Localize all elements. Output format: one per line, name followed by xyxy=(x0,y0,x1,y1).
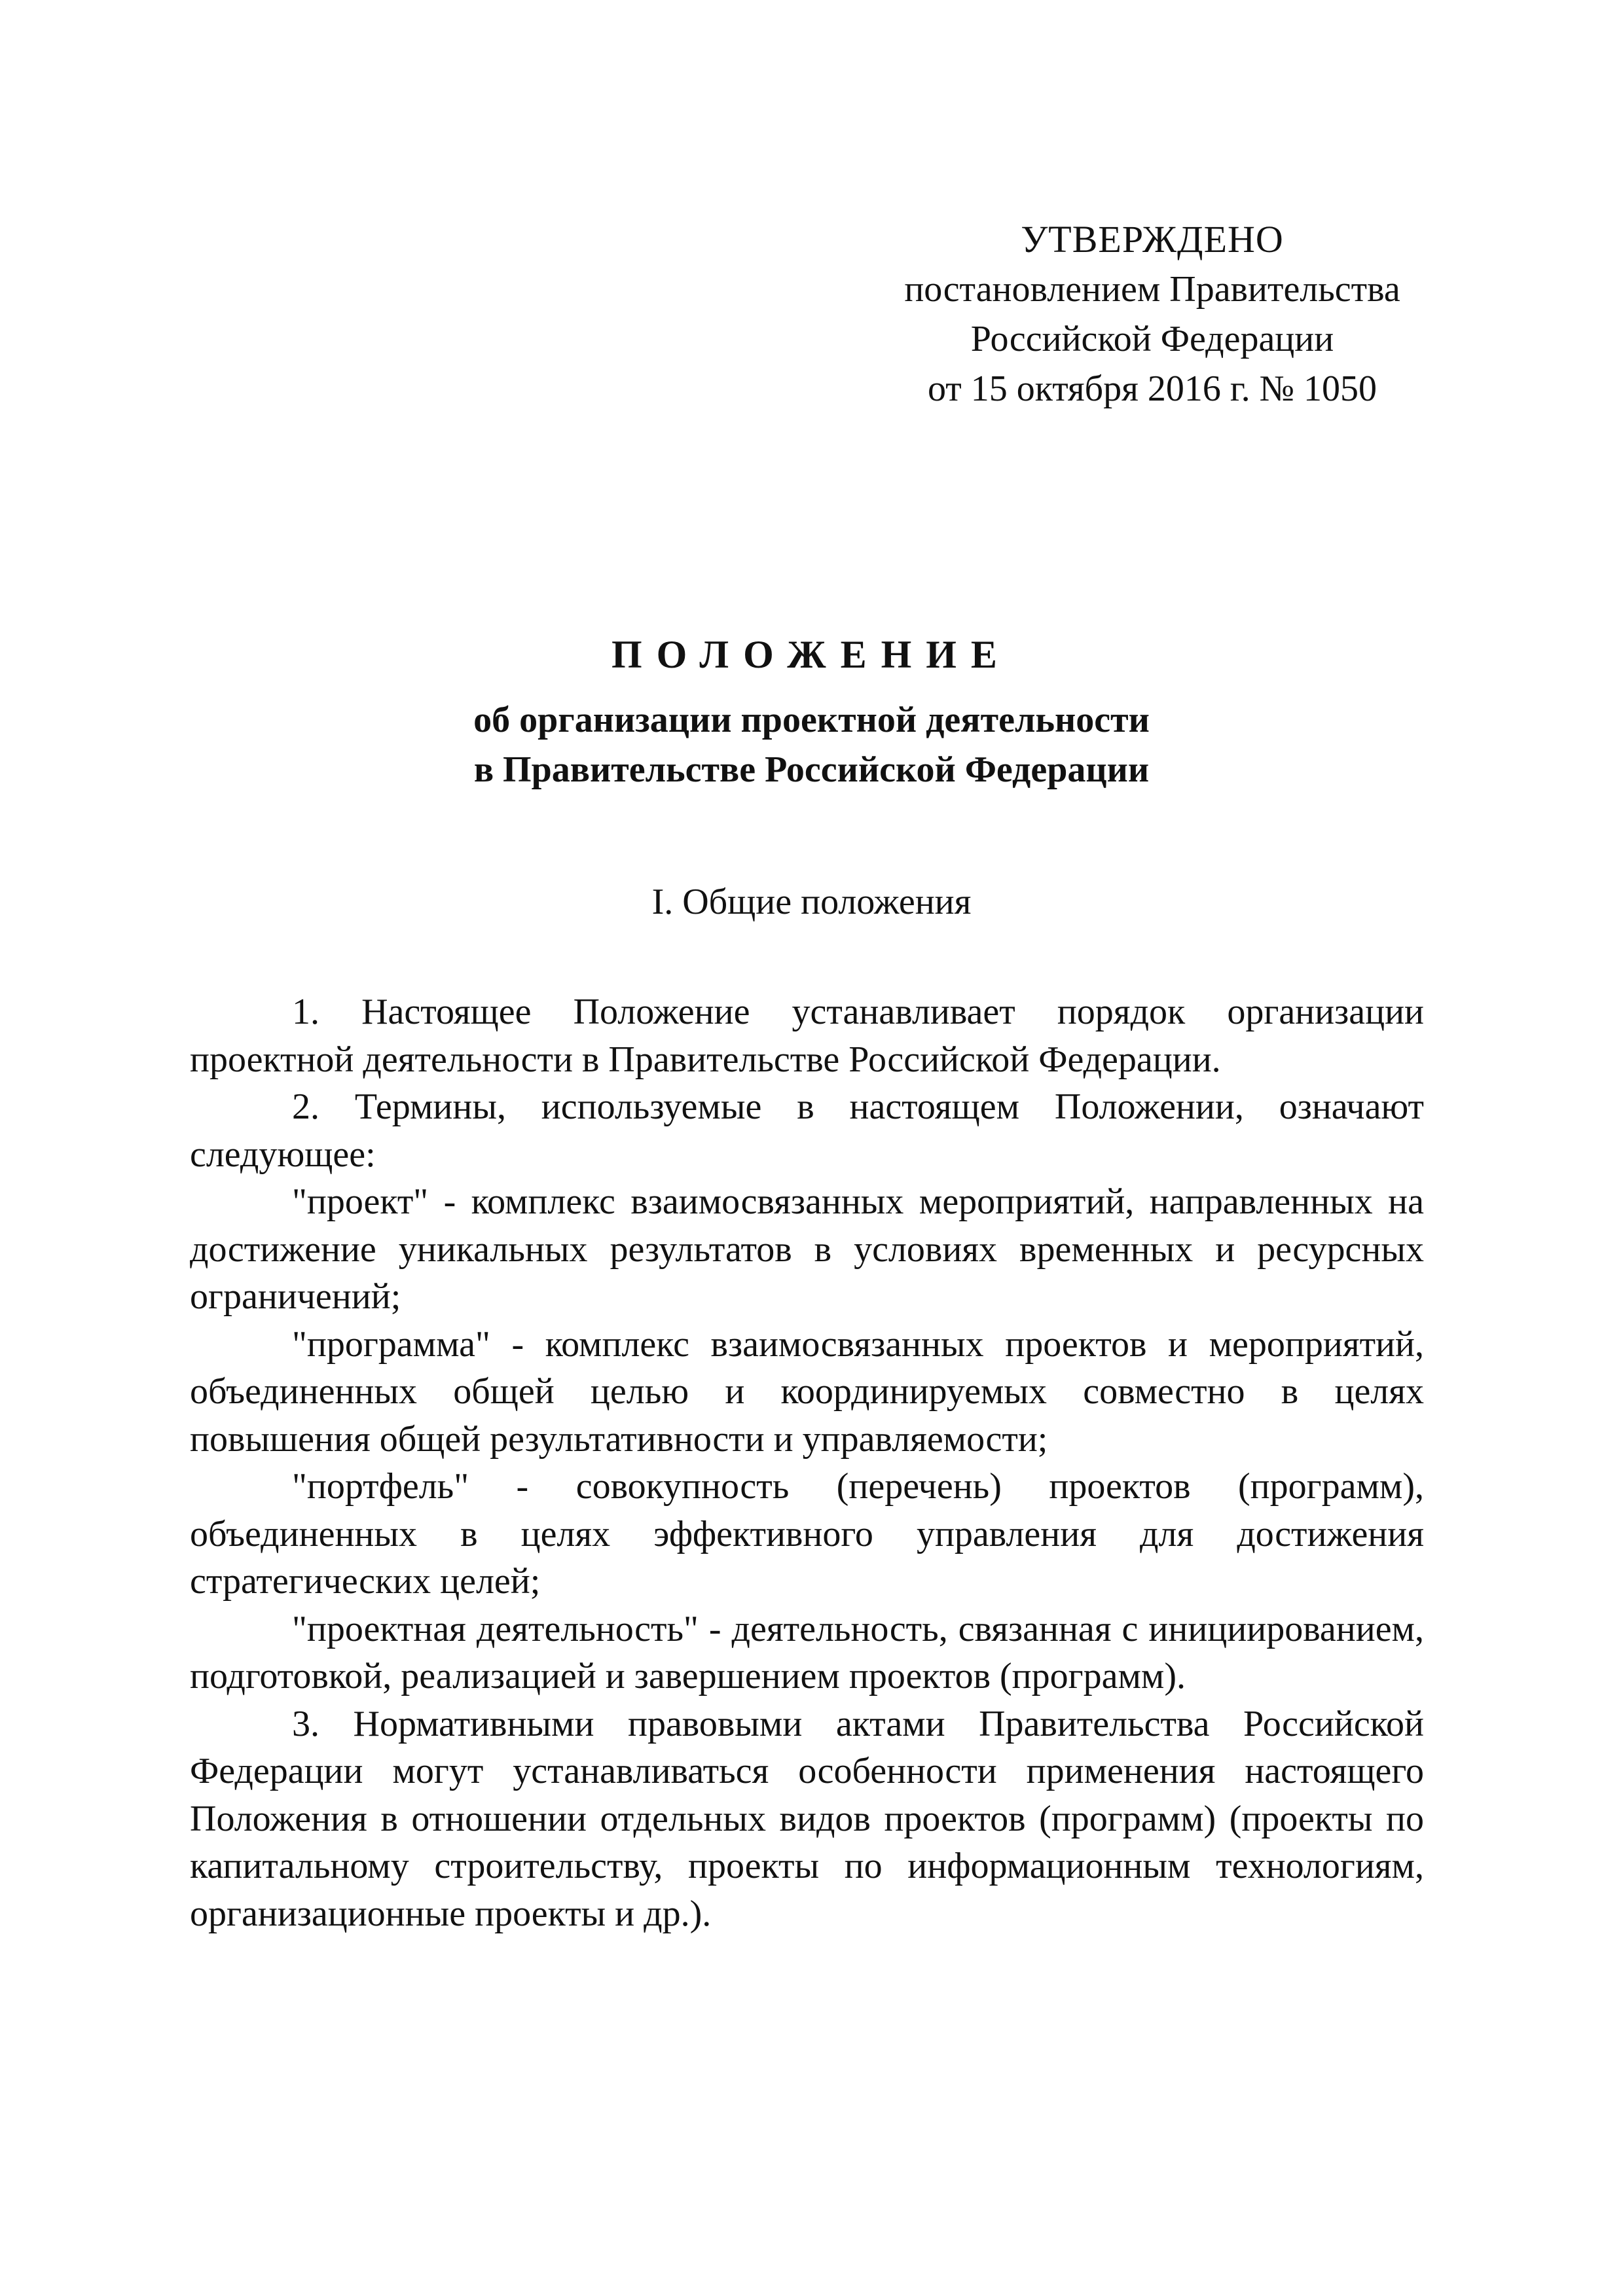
subtitle-line-2: в Правительстве Российской Федерации xyxy=(473,749,1150,790)
definition-portfolio: "портфель" - совокупность (перечень) проектов (программ), объединенных в целях эффективного управления для достижения стратегических целей; xyxy=(190,1466,1424,1602)
approval-line-2: Российской Федерации xyxy=(970,319,1334,359)
document-body xyxy=(190,988,1424,1937)
approval-heading: УТВЕРЖДЕНО xyxy=(1021,218,1284,260)
approval-line-1: постановлением Правительства xyxy=(904,269,1400,310)
definition-project: "проект" - комплекс взаимосвязанных мероприятий, направленных на достижение уникальных результатов в условиях временных и ресурсных ограничений; xyxy=(190,1181,1424,1317)
paragraph-3: 3. Нормативными правовыми актами Правительства Российской Федерации могут устанавливаться особенности применения настоящего Положения в отношении отдельных видов проектов (программ) (проекты по капитальному строительству, проекты по информационным технологиям, организационные проекты и др.). xyxy=(190,1703,1424,1934)
definition-project-activity: "проектная деятельность" - деятельность, связанная с инициированием, подготовкой, реализацией и завершением проектов (программ). xyxy=(190,1608,1424,1696)
section-heading: I. Общие положения xyxy=(651,882,972,922)
approval-block xyxy=(871,215,1434,414)
paragraph-2: 2. Термины, используемые в настоящем Положении, означают следующее: xyxy=(190,1086,1424,1175)
document-subtitle xyxy=(0,695,1623,795)
document-title: ПОЛОЖЕНИЕ xyxy=(611,633,1012,676)
subtitle-line-1: об организации проектной деятельности xyxy=(473,700,1150,740)
paragraph-1: 1. Настоящее Положение устанавливает порядок организации проектной деятельности в Правительстве Российской Федерации. xyxy=(190,992,1424,1080)
approval-line-3: от 15 октября 2016 г. № 1050 xyxy=(927,368,1377,409)
definition-program: "программа" - комплекс взаимосвязанных проектов и мероприятий, объединенных общей целью и координируемых совместно в целях повышения общей результативности и управляемости; xyxy=(190,1323,1424,1460)
